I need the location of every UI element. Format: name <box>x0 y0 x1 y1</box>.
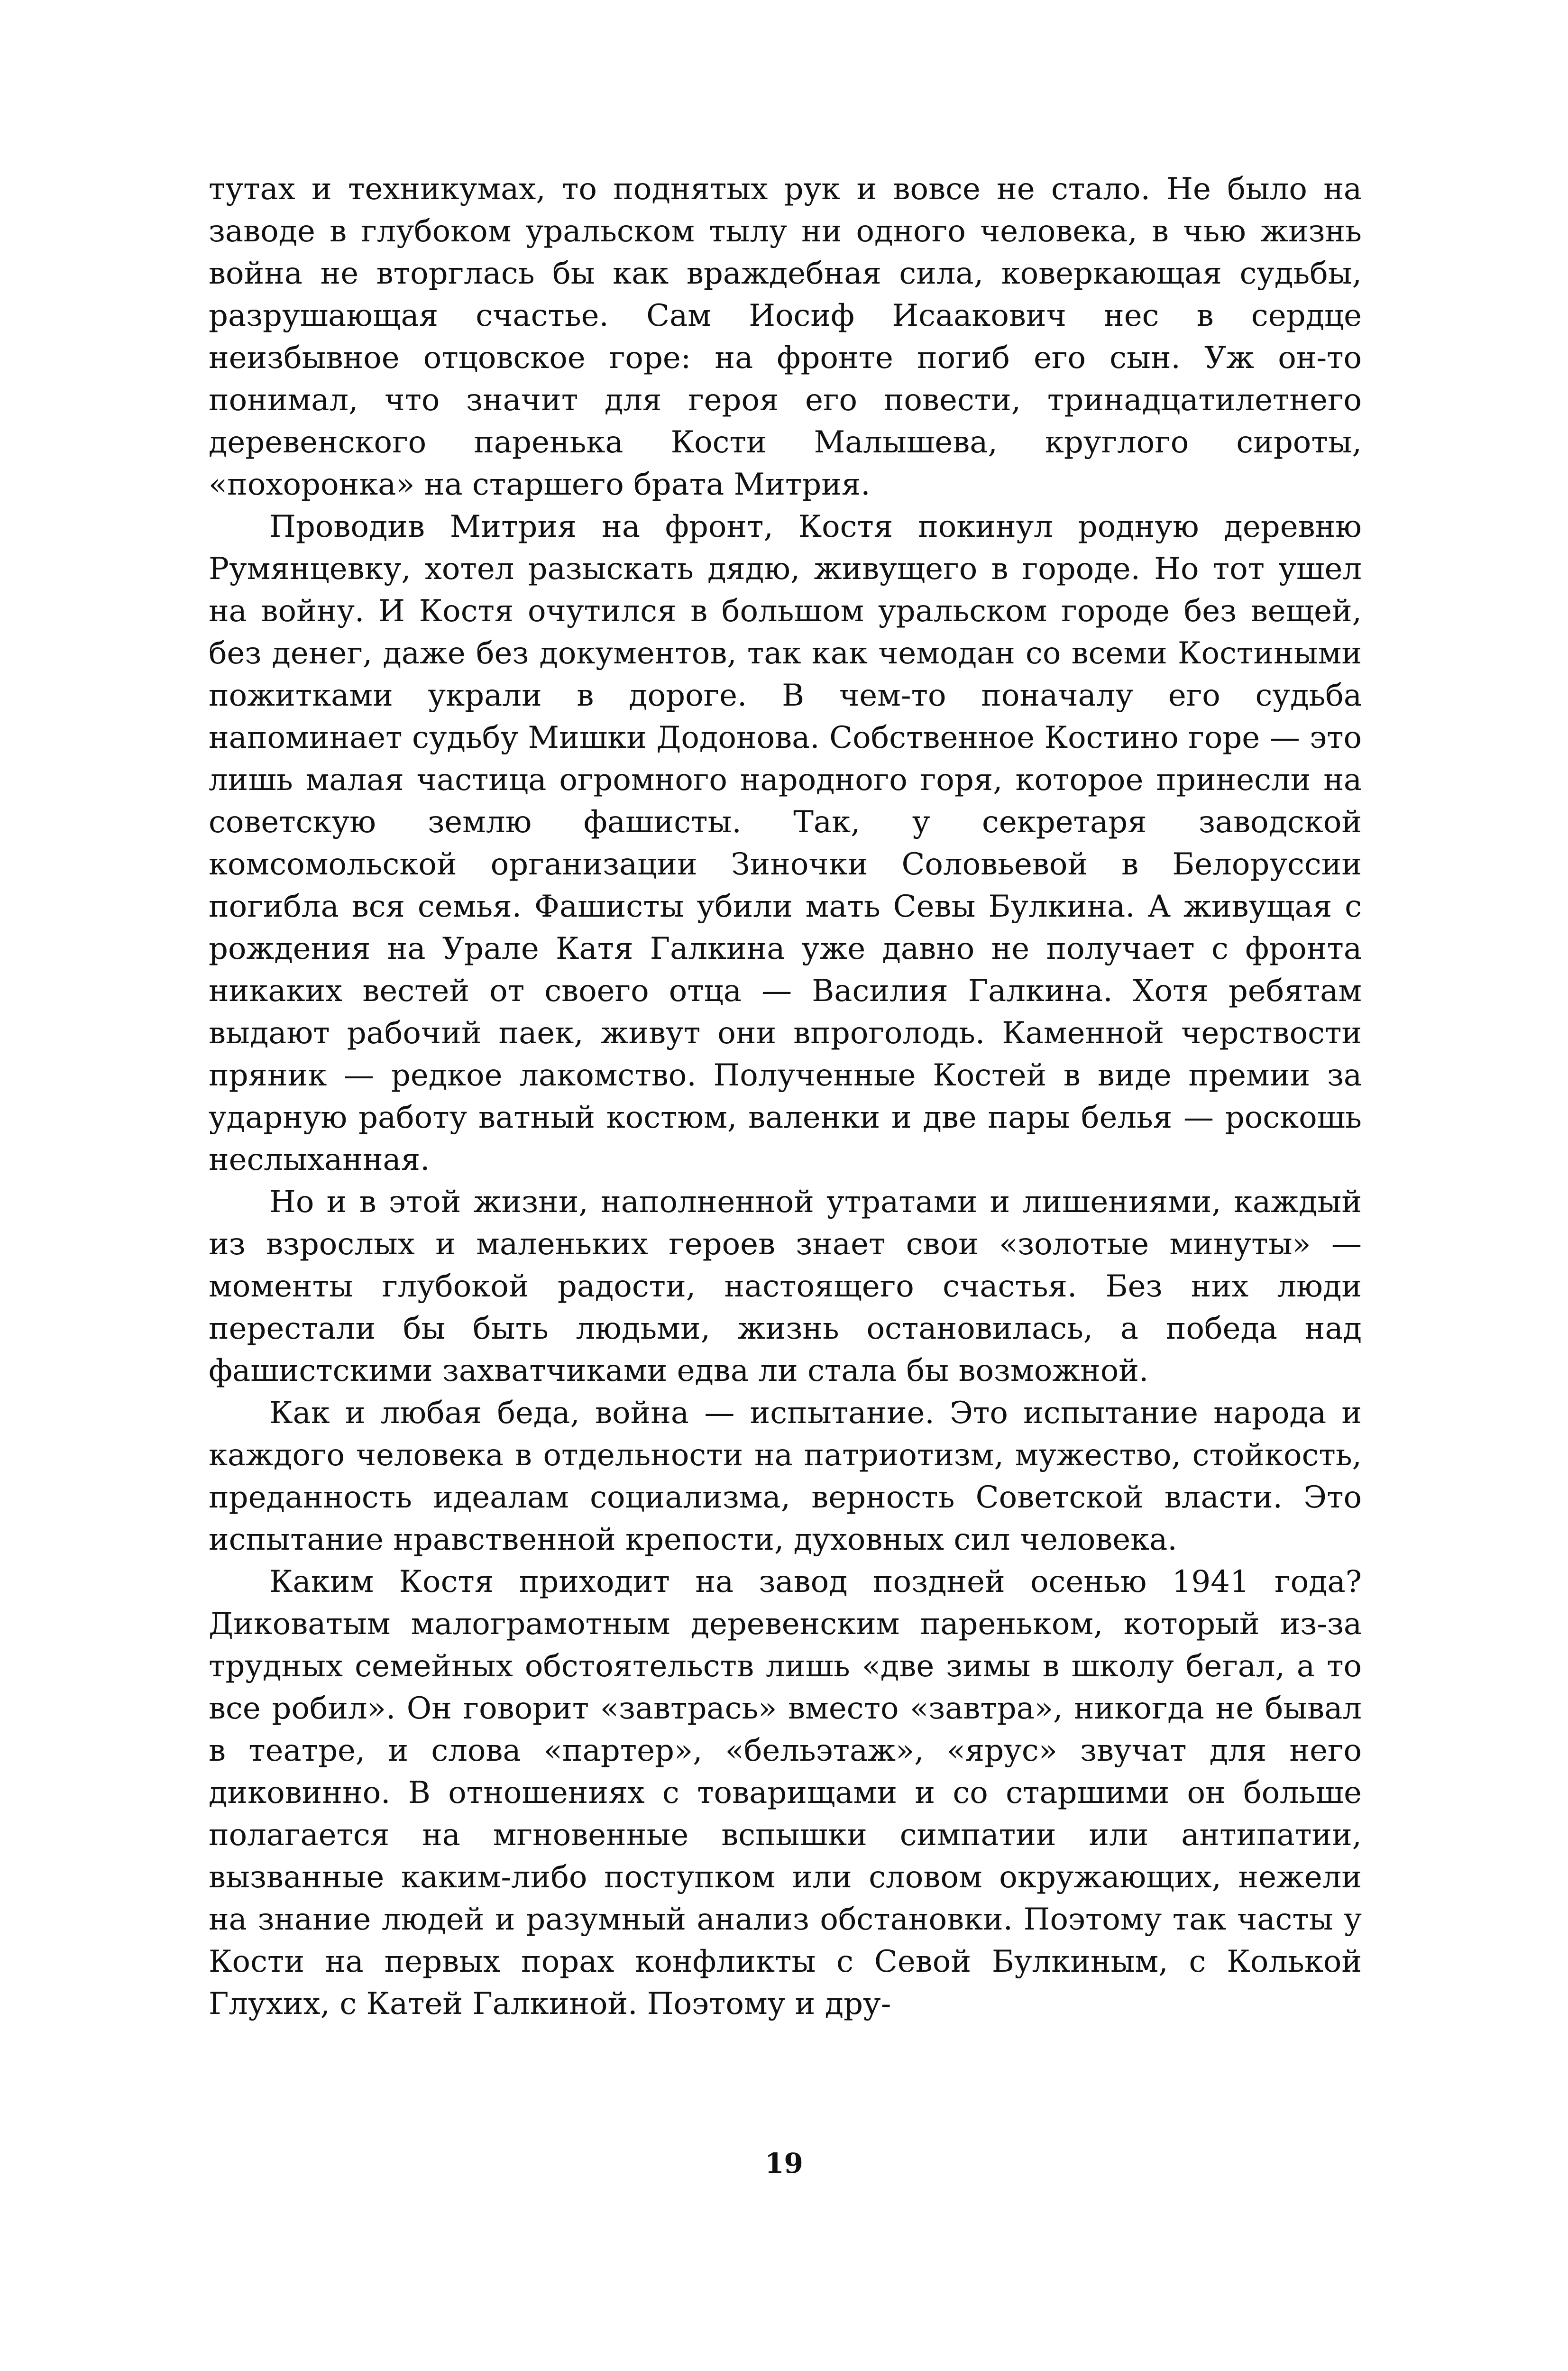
paragraph-2: Проводив Митрия на фронт, Костя покинул родную деревню Румянцевку, хотел разыскать дядю, живущего в городе. Но тот ушел на войну. И Костя очутился в большом уральском городе без вещей, без денег, даже без документов, так как чемодан со всеми Костиными пожитками украли в дороге. В чем-то поначалу его судьба напоминает судьбу Мишки Додонова. Собственное Костино горе — это лишь малая частица огромного народного горя, которое принесли на советскую землю фашисты. Так, у секретаря заводской комсомольской организации Зиночки Соловьевой в Белоруссии погибла вся семья. Фашисты убили мать Севы Булкина. А живущая с рождения на Урале Катя Галкина уже давно не получает с фронта никаких вестей от своего отца — Василия Галкина. Хотя ребятам выдают рабочий паек, живут они впроголодь. Каменной черствости пряник — редкое лакомство. Полученные Костей в виде премии за ударную работу ватный костюм, валенки и две пары белья — роскошь неслыханная. <box>209 509 1362 1177</box>
body-text <box>209 168 1362 2025</box>
paragraph-3: Но и в этой жизни, наполненной утратами и лишениями, каждый из взрослых и маленьких героев знает свои «золотые минуты» — моменты глубокой радости, настоящего счастья. Без них люди перестали бы быть людьми, жизнь остановилась, а победа над фашистскими захватчиками едва ли стала бы возможной. <box>209 1185 1362 1388</box>
paragraph-1: тутах и техникумах, то поднятых рук и вовсе не стало. Не было на заводе в глубоком уральском тылу ни одного человека, в чью жизнь война не вторглась бы как враждебная сила, коверкающая судьбы, разрушающая счастье. Сам Иосиф Исаакович нес в сердце неизбывное отцовское горе: на фронте погиб его сын. Уж он-то понимал, что значит для героя его повести, тринадцатилетнего деревенского паренька Кости Малышева, круглого сироты, «похоронка» на старшего брата Митрия. <box>209 172 1362 502</box>
paragraph-4: Как и любая беда, война — испытание. Это испытание народа и каждого человека в отдельности на патриотизм, мужество, стойкость, преданность идеалам социализма, верность Советской власти. Это испытание нравственной крепости, духовных сил человека. <box>209 1396 1362 1557</box>
page-number: 19 <box>765 2147 803 2179</box>
paragraph-5: Каким Костя приходит на завод поздней осенью 1941 года? Диковатым малограмотным деревенским пареньком, который из-за трудных семейных обстоятельств лишь «две зимы в школу бегал, а то все робил». Он говорит «завтрась» вместо «завтра», никогда не бывал в театре, и слова «партер», «бельэтаж», «ярус» звучат для него диковинно. В отношениях с товарищами и со старшими он больше полагается на мгновенные вспышки симпатии или антипатии, вызванные каким-либо поступком или словом окружающих, нежели на знание людей и разумный анализ обстановки. Поэтому так часты у Кости на первых порах конфликты с Севой Булкиным, с Колькой Глухих, с Катей Галкиной. Поэтому и дру- <box>209 1564 1362 2022</box>
